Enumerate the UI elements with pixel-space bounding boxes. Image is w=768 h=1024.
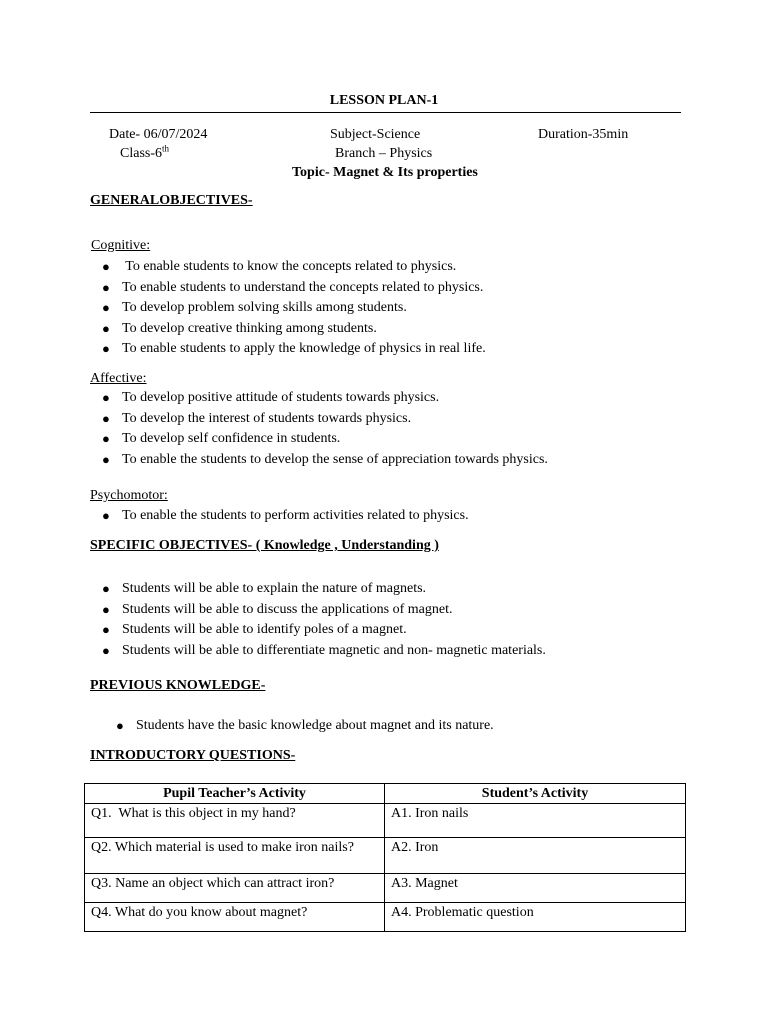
table-row	[85, 804, 686, 838]
general-objectives-heading: GENERALOBJECTIVES-	[90, 193, 253, 208]
answer-cell: A1. Iron nails	[385, 804, 686, 838]
bullet: ●	[102, 451, 110, 467]
cognitive-label: Cognitive:	[91, 238, 151, 253]
table-row	[85, 874, 686, 903]
affective-label: Affective:	[90, 371, 147, 386]
duration-text: Duration-35min	[538, 127, 629, 142]
bullet: ●	[102, 431, 110, 446]
branch-text: Branch – Physics	[335, 146, 433, 161]
topic-text: Topic- Magnet & Its properties	[292, 165, 478, 180]
subject-text: Subject-Science	[330, 127, 421, 142]
question-cell: Q1. What is this object in my hand?	[85, 804, 385, 838]
list-item: ● To develop the interest of students towards physics.	[102, 410, 412, 426]
bullet: ●	[116, 718, 124, 733]
list-item: ● Students will be able to identify poles of a magnet.	[102, 622, 407, 637]
introductory-questions-heading: INTRODUCTORY QUESTIONS-	[90, 748, 296, 763]
list-item: ● Students will be able to explain the nature of magnets.	[102, 581, 427, 596]
list-item: ● To develop positive attitude of students towards physics.	[102, 390, 440, 405]
bullet: ●	[102, 390, 110, 405]
list-item: ● To enable students to apply the knowledge of physics in real life.	[102, 341, 486, 356]
question-cell: Q4. What do you know about magnet?	[85, 903, 385, 932]
column-header-teacher: Pupil Teacher’s Activity	[85, 784, 385, 804]
list-item: ● Students will be able to discuss the applications of magnet.	[102, 601, 453, 617]
table-row	[85, 903, 686, 932]
list-item: ● Students will be able to differentiate magnetic and non- magnetic materials.	[102, 642, 546, 658]
list-item: ● Students have the basic knowledge about magnet and its nature.	[116, 718, 494, 733]
affective-list	[102, 389, 548, 471]
class-superscript: th	[162, 143, 170, 154]
list-item: ● To develop self confidence in students.	[102, 431, 341, 446]
bullet: ●	[102, 601, 110, 617]
psychomotor-list	[102, 507, 469, 528]
bullet: ●	[102, 410, 110, 426]
list-item: ● To enable the students to perform activities related to physics.	[102, 508, 469, 523]
answer-cell: A3. Magnet	[385, 874, 686, 903]
question-cell: Q2. Which material is used to make iron nails?	[85, 838, 385, 874]
psychomotor-label: Psychomotor:	[90, 488, 168, 503]
introductory-questions-table	[84, 783, 686, 932]
answer-cell: A2. Iron	[385, 838, 686, 874]
previous-knowledge-list	[116, 717, 494, 738]
table-header-row	[85, 784, 686, 804]
question-cell: Q3. Name an object which can attract iron?	[85, 874, 385, 903]
bullet: ●	[102, 642, 110, 658]
bullet: ●	[102, 279, 110, 295]
bullet: ●	[102, 320, 110, 336]
list-item: ● To enable students to understand the concepts related to physics.	[102, 279, 484, 295]
specific-objectives-list	[102, 580, 546, 662]
specific-objectives-heading: SPECIFIC OBJECTIVES- ( Knowledge , Understanding )	[90, 538, 439, 553]
cognitive-list	[102, 258, 486, 361]
list-item: ● To develop problem solving skills among students.	[102, 300, 407, 315]
column-header-student: Student’s Activity	[385, 784, 686, 804]
page-title: LESSON PLAN-1	[329, 93, 439, 108]
previous-knowledge-heading: PREVIOUS KNOWLEDGE-	[90, 678, 266, 693]
title-divider	[90, 112, 681, 113]
table-row	[85, 838, 686, 874]
class-base: Class-6	[120, 146, 162, 161]
list-item: ● To enable the students to develop the sense of appreciation towards physics.	[102, 451, 548, 467]
bullet: ●	[102, 300, 110, 315]
list-item: ● To enable students to know the concepts related to physics.	[102, 259, 457, 274]
bullet: ●	[102, 341, 110, 356]
class-text	[120, 145, 169, 163]
list-item: ● To develop creative thinking among students.	[102, 320, 377, 336]
date-text: Date- 06/07/2024	[109, 127, 208, 142]
answer-cell: A4. Problematic question	[385, 903, 686, 932]
bullet: ●	[102, 622, 110, 637]
bullet: ●	[102, 508, 110, 523]
bullet: ●	[102, 581, 110, 596]
bullet: ●	[102, 259, 110, 274]
